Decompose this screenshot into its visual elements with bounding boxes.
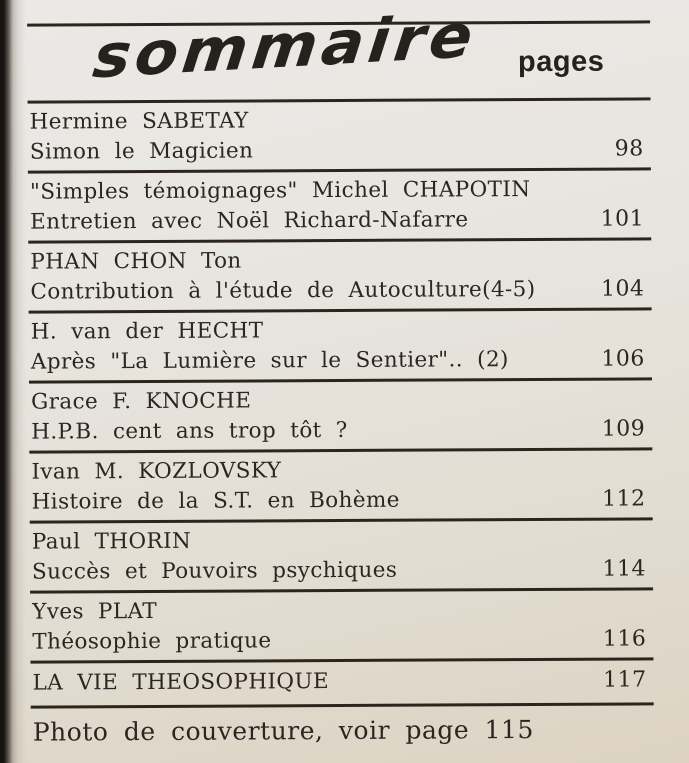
toc-entry-text (31, 455, 602, 518)
toc-list (28, 100, 654, 708)
toc-header (27, 1, 650, 103)
toc-entry-author: LA VIE THEOSOPHIQUE (32, 669, 330, 696)
toc-entry (29, 380, 652, 453)
toc-entry (29, 310, 652, 383)
toc-entry-author: Grace F. KNOCHE (31, 388, 252, 415)
toc-entry-title: Entretien avec Noël Richard-Nafarre (30, 207, 469, 235)
toc-entry-author: "Simples témoignages" Michel CHAPOTIN (29, 177, 531, 205)
toc-entry (28, 100, 651, 173)
toc-entry-page-number: 116 (602, 626, 647, 652)
toc-entry-title: Succès et Pouvoirs psychiques (31, 557, 398, 585)
toc-entry-author: Paul THORIN (31, 528, 192, 555)
toc-entry-title: Contribution à l'étude de Autoculture(4-5) (30, 276, 536, 305)
toc-entry-title: Histoire de la S.T. en Bohème (31, 487, 400, 515)
toc-entry (28, 240, 651, 313)
toc-entry-text (31, 315, 602, 378)
toc-entry-author: Hermine SABETAY (29, 108, 249, 135)
toc-entry-page-number: 112 (602, 486, 646, 512)
toc-entry-text (31, 385, 602, 448)
page-title: sommaire (89, 1, 481, 93)
toc-entry-page-number: 117 (602, 667, 647, 693)
toc-entry (30, 660, 653, 708)
toc-entry-text (32, 666, 603, 699)
toc-content (27, 1, 654, 747)
toc-entry (29, 450, 652, 523)
toc-entry-page-number: 104 (600, 276, 645, 302)
toc-entry-page-number: 114 (602, 556, 647, 582)
toc-entry-text (32, 595, 603, 658)
toc-entry-text (32, 525, 603, 588)
page-binding-shadow (0, 0, 26, 763)
cover-photo-note: Photo de couverture, voir page 115 (32, 714, 534, 747)
toc-entry-title: Après "La Lumière sur le Sentier".. (2) (30, 347, 509, 375)
toc-entry-page-number: 106 (601, 346, 645, 372)
toc-entry-page-number: 98 (614, 136, 644, 162)
toc-entry (28, 170, 651, 243)
toc-entry-author: H. van der HECHT (30, 318, 264, 345)
toc-entry-title: Simon le Magicien (29, 138, 254, 165)
toc-entry (30, 520, 653, 593)
toc-entry (30, 590, 653, 663)
pages-column-label: pages (517, 45, 605, 79)
toc-entry-author: PHAN CHON Ton (30, 248, 242, 275)
toc-entry-text (30, 175, 601, 238)
toc-entry-author: Yves PLAT (32, 598, 158, 625)
toc-entry-text (30, 245, 601, 308)
toc-entry-title: Théosophie pratique (32, 628, 272, 655)
toc-entry-title: H.P.B. cent ans trop tôt ? (31, 417, 348, 445)
toc-entry-page-number: 109 (601, 416, 646, 442)
toc-entry-page-number: 101 (600, 206, 645, 232)
toc-entry-author: Ivan M. KOZLOVSKY (31, 458, 282, 485)
toc-entry-text (30, 105, 615, 168)
